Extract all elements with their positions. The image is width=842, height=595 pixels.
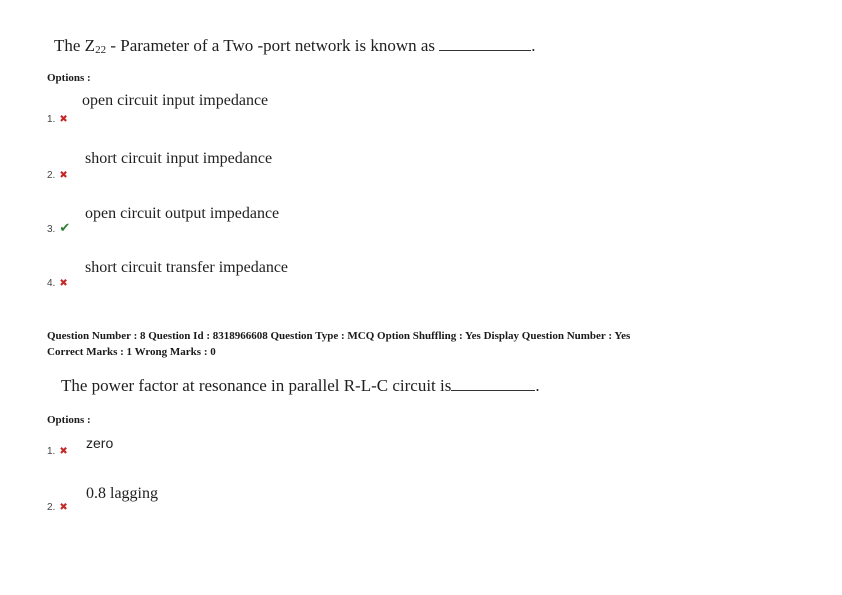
options-label: Options : — [47, 414, 91, 426]
wrong-mark-icon: ✖ — [59, 446, 68, 457]
option-text: 0.8 lagging — [86, 485, 158, 502]
option-text: short circuit transfer impedance — [85, 259, 289, 276]
option-text: open circuit output impedance — [85, 205, 280, 222]
option-text: short circuit input impedance — [85, 150, 273, 167]
wrong-mark-icon: ✖ — [59, 502, 68, 513]
marks-meta: Correct Marks : 1 Wrong Marks : 0 — [47, 346, 216, 358]
option-number: 4. ✖ — [47, 278, 68, 289]
options-label: Options : — [47, 72, 91, 84]
option-text: open circuit input impedance — [82, 92, 269, 109]
correct-check-icon: ✔ — [59, 221, 71, 236]
wrong-mark-icon: ✖ — [59, 278, 68, 289]
question-1-text: The $Z_{22}$ - Parameter of a Two -port network is known as . — [54, 36, 536, 56]
option-text: zero — [86, 435, 114, 451]
question-meta: Question Number : 8 Question Id : 8318966608 Question Type : MCQ Option Shuffling : Yes Display Question Number : Yes — [47, 330, 631, 342]
option-number: 2. ✖ — [47, 170, 68, 181]
option-number: 1. ✖ — [47, 446, 68, 457]
wrong-mark-icon: ✖ — [59, 114, 68, 125]
question-2-text: The power factor at resonance in parallel R-L-C circuit is . — [61, 376, 540, 395]
option-number: 3. ✔ — [47, 221, 71, 236]
wrong-mark-icon: ✖ — [59, 170, 68, 181]
answer-blank — [439, 50, 531, 51]
answer-blank — [451, 390, 535, 391]
option-number: 2. ✖ — [47, 502, 68, 513]
option-number: 1. ✖ — [47, 114, 68, 125]
